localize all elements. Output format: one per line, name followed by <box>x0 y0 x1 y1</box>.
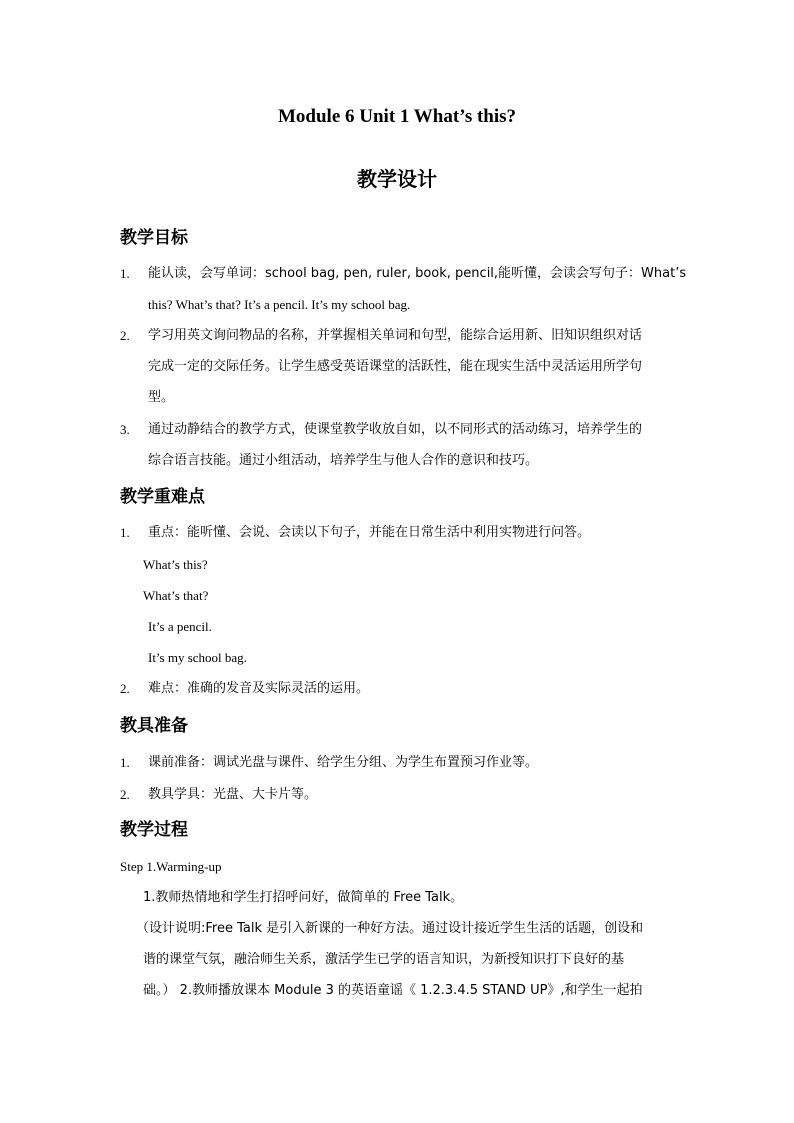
section-heading-objectives: 教学目标 <box>120 228 188 248</box>
list-item-text: 能认读，会写单词：school bag, pen, ruler, book, pencil,能听懂，会读会写句子：What’s <box>148 266 687 281</box>
paragraph-line: 谐的课堂气氛，融洽师生关系，激活学生已学的语言知识，为新授知识打下良好的基 <box>143 952 625 967</box>
list-item-text: 学习用英文询问物品的名称，并掌握相关单词和句型，能综合运用新、旧知识组织对话 <box>148 328 643 343</box>
section-heading-process: 教学过程 <box>120 820 188 840</box>
list-item-text: 通过动静结合的教学方式，使课堂教学收放自如，以不同形式的活动练习，培养学生的 <box>148 422 643 437</box>
list-item-text: 课前准备：调试光盘与课件、给学生分组、为学生布置预习作业等。 <box>148 755 539 770</box>
list-number: 2. <box>120 328 130 343</box>
paragraph-line: （设计说明:Free Talk 是引入新课的一种好方法。通过设计接近学生生活的话题，创设和 <box>136 921 644 936</box>
document-subtitle: 教学设计 <box>357 167 437 191</box>
list-item-text: 型。 <box>148 390 175 405</box>
list-number: 2. <box>120 787 130 802</box>
list-number: 1. <box>120 525 130 540</box>
list-number: 2. <box>120 681 130 696</box>
example-sentence: What’s that? <box>143 588 209 603</box>
example-sentence: What’s this? <box>143 557 208 572</box>
section-heading-key-points: 教学重难点 <box>120 487 205 507</box>
list-item-text: this? What’s that? It’s a pencil. It’s my school bag. <box>148 297 411 312</box>
example-sentence: It’s my school bag. <box>148 650 247 665</box>
section-heading-materials: 教具准备 <box>120 716 188 736</box>
list-number: 1. <box>120 266 130 281</box>
paragraph-line: 1.教师热情地和学生打招呼问好，做简单的 Free Talk。 <box>143 890 464 905</box>
list-item-text: 完成一定的交际任务。让学生感受英语课堂的活跃性，能在现实生活中灵活运用所学句 <box>148 359 643 374</box>
list-item-text: 综合语言技能。通过小组活动，培养学生与他人合作的意识和技巧。 <box>148 453 539 468</box>
step-title: Step 1.Warming-up <box>120 859 222 874</box>
list-item-text: 难点：准确的发音及实际灵活的运用。 <box>148 681 370 696</box>
list-number: 1. <box>120 755 130 770</box>
document-title: Module 6 Unit 1 What’s this? <box>277 106 517 127</box>
list-number: 3. <box>120 422 130 437</box>
paragraph-line: 础。） 2.教师播放课本 Module 3 的英语童谣《 1.2.3.4.5 STAND UP》,和学生一起拍 <box>143 983 643 998</box>
example-sentence: It’s a pencil. <box>148 619 212 634</box>
list-item-text: 教具学具：光盘、大卡片等。 <box>148 787 318 802</box>
list-item-text: 重点：能听懂、会说、会读以下句子，并能在日常生活中利用实物进行问答。 <box>148 525 591 540</box>
